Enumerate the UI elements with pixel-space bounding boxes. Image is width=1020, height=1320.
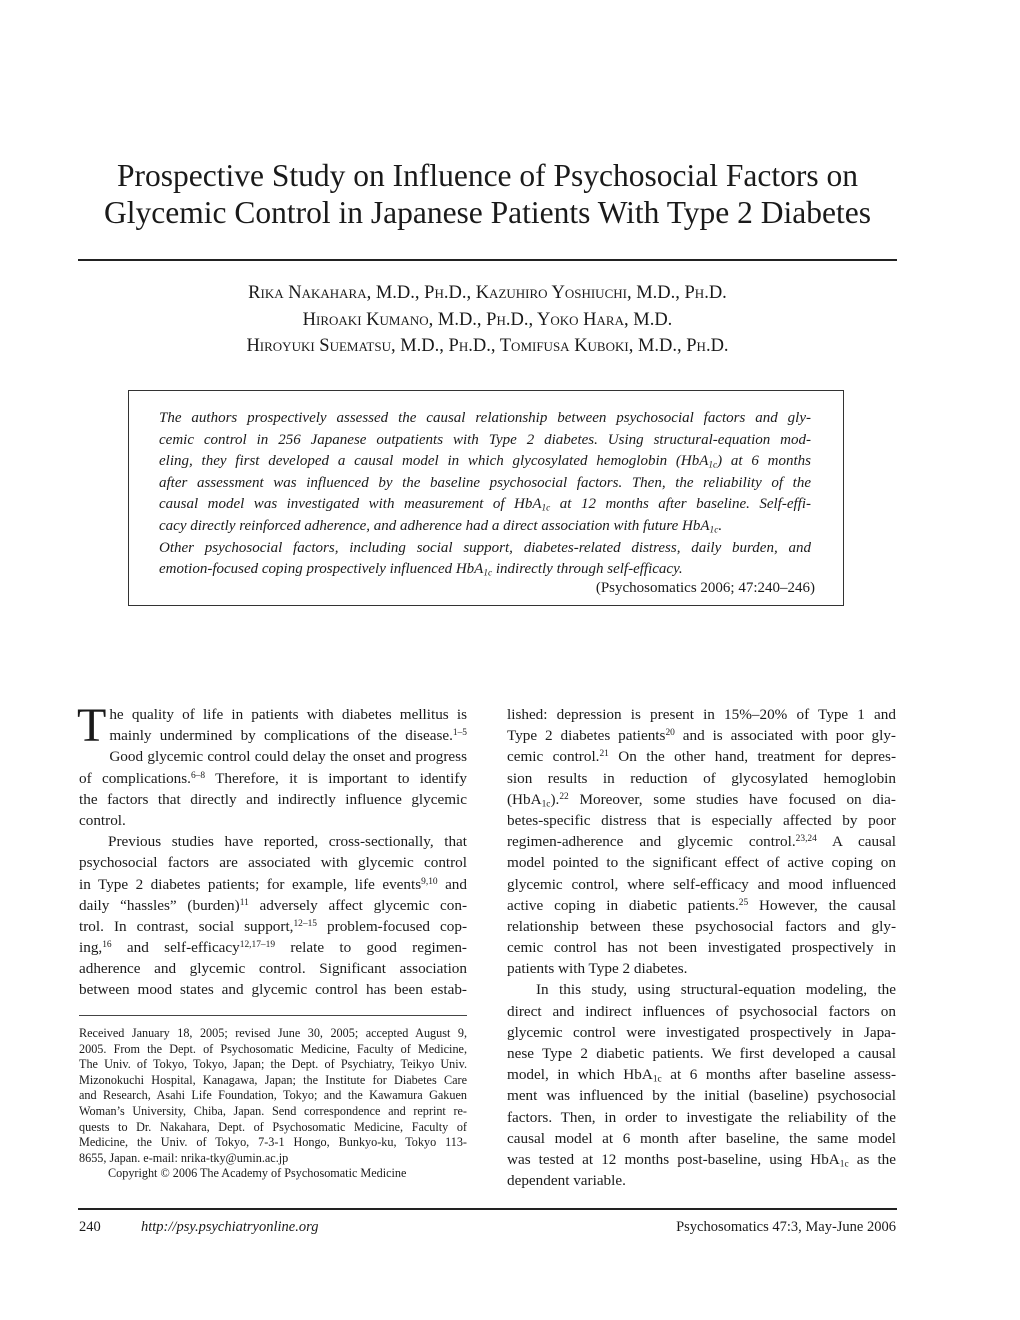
author-list xyxy=(78,280,897,360)
body-line: patients with Type 2 diabetes. xyxy=(507,960,688,978)
abstract-line: after assessment was influenced by the baseline psychosocial factors. Then, the reliability of the xyxy=(159,474,811,491)
footnote-line: Mizonokuchi Hospital, Kanagawa, Japan; the Institute for Diabetes Care xyxy=(79,1072,467,1087)
body-line: regimen-adherence and glycemic control.$^{23,24}$ A causal xyxy=(507,833,896,851)
running-journal-title: Psychosomatics 47:3, May-June 2006 xyxy=(676,1219,896,1235)
body-line: daily “hassles” (burden)$^{11}$ adversely affect glycemic con- xyxy=(79,896,467,914)
body-line: causal model at 6 month after baseline, the same model xyxy=(507,1129,896,1147)
body-line: active coping in diabetic patients.$^{25}$ However, the causal xyxy=(507,896,896,914)
body-line: direct and indirect influences of psychosocial factors on xyxy=(507,1002,896,1020)
author-line: Hiroaki Kumano, M.D., Ph.D., Yoko Hara, M.D. xyxy=(302,309,673,330)
body-line: nese Type 2 diabetic patients. We first developed a causal xyxy=(507,1045,896,1062)
title-line: Prospective Study on Influence of Psychosocial Factors on xyxy=(117,158,858,193)
body-line: of complications.$^{6-8}$ Therefore, it is important to identify xyxy=(79,769,467,787)
abstract-line: cacy directly reinforced adherence, and adherence had a direct association with future HbA$_{1c}$. xyxy=(159,517,723,536)
footnote-line: Medicine, the Univ. of Tokyo, 7-3-1 Hongo, Bunkyo-ku, Tokyo 113- xyxy=(79,1135,467,1150)
body-line: Previous studies have reported, cross-sectionally, that xyxy=(108,833,467,851)
body-line: dependent variable. xyxy=(507,1172,626,1190)
journal-url-link[interactable]: http://psy.psychiatryonline.org xyxy=(141,1219,319,1235)
body-line: Type 2 diabetes patients$^{20}$ and is associated with poor gly- xyxy=(507,727,896,745)
abstract-line: eling, they first developed a causal model in which glycosylated hemoglobin (HbA$_{1c}$) at 6 months xyxy=(159,453,811,471)
body-line: he quality of life in patients with diabetes mellitus is xyxy=(109,706,467,723)
body-line: was tested at 12 months post-baseline, using HbA$_{1c}$ as the xyxy=(507,1150,896,1170)
page-number: 240 xyxy=(79,1219,101,1235)
left-column xyxy=(77,699,468,1001)
body-line: cemic control.$^{21}$ On the other hand, treatment for depres- xyxy=(507,748,896,766)
footnote-line: 2005. From the Dept. of Psychosomatic Medicine, Faculty of Medicine, xyxy=(79,1041,467,1056)
footnote-line: Woman’s University, Chiba, Japan. Send correspondence and reprint re- xyxy=(79,1103,467,1118)
abstract-line: emotion-focused coping prospectively influenced HbA$_{1c}$ indirectly through self-efficacy. xyxy=(159,561,683,579)
body-line: glycemic control, where self-efficacy and mood influenced xyxy=(507,875,896,893)
right-column xyxy=(507,704,896,1191)
body-line: between mood states and glycemic control has been estab- xyxy=(79,981,467,999)
body-line: ing,$^{16}$ and self-efficacy$^{12,17-19}$ relate to good regimen- xyxy=(79,939,467,957)
abstract-line: The authors prospectively assessed the causal relationship between psychosocial factors and gly- xyxy=(159,410,811,426)
body-line: sion results in reduction of glycosylated hemoglobin xyxy=(507,769,896,787)
footnote-line: Received January 18, 2005; revised June 30, 2005; accepted August 9, xyxy=(79,1026,467,1040)
abstract-line: causal model was investigated with measurement of HbA$_{1c}$ at 12 months after baseline. Self-effi- xyxy=(159,496,811,514)
citation: (Psychosomatics 2006; 47:240–246) xyxy=(595,580,815,596)
abstract-box xyxy=(128,390,844,606)
footnote-rule xyxy=(79,1015,467,1016)
body-line: Good glycemic control could delay the onset and progress xyxy=(109,748,467,766)
top-rule xyxy=(78,259,897,261)
article-title xyxy=(60,157,915,231)
title-line: Glycemic Control in Japanese Patients With Type 2 Diabetes xyxy=(104,195,871,230)
footnote xyxy=(79,1026,467,1182)
body-line: lished: depression is present in 15%–20% of Type 1 and xyxy=(507,706,896,723)
body-line: factors. Then, in order to investigate the reliability of the xyxy=(507,1108,896,1126)
drop-cap: T xyxy=(77,699,107,752)
body-line: in Type 2 diabetes patients; for example, life events$^{9,10}$ and xyxy=(79,875,467,893)
body-line: the factors that directly and indirectly influence glycemic xyxy=(79,790,467,808)
body-line: betes-specific distress that is especially affected by poor xyxy=(507,811,896,829)
body-line: (HbA$_{1c}$).$^{22}$ Moreover, some studies have focused on dia- xyxy=(507,790,896,810)
body-line: adherence and glycemic control. Significant association xyxy=(79,960,467,978)
footnote-line: and Research, Asahi Life Foundation, Tokyo; and the Kawamura Gakuen xyxy=(79,1088,467,1103)
abstract-line: Other psychosocial factors, including social support, diabetes-related distress, daily burden, and xyxy=(159,539,811,556)
body-line: psychosocial factors are associated with glycemic control xyxy=(79,854,467,872)
body-line: ment was influenced by the initial (baseline) psychosocial xyxy=(507,1087,896,1105)
author-line: Rika Nakahara, M.D., Ph.D., Kazuhiro Yoshiuchi, M.D., Ph.D. xyxy=(248,283,727,303)
body-line: cemic control has not been investigated prospectively in xyxy=(507,939,896,957)
body-line: relationship between these psychosocial factors and gly- xyxy=(507,917,896,935)
copyright: Copyright © 2006 The Academy of Psychosomatic Medicine xyxy=(108,1166,407,1181)
bottom-rule xyxy=(78,1208,897,1210)
body-line: glycemic control were investigated prospectively in Japa- xyxy=(507,1023,896,1041)
body-line: control. xyxy=(79,811,126,829)
footnote-line: The Univ. of Tokyo, Tokyo, Japan; the Dept. of Psychiatry, Teikyo Univ. xyxy=(79,1057,467,1072)
abstract-line: cemic control in 256 Japanese outpatients with Type 2 diabetes. Using structural-equation mod- xyxy=(159,431,811,448)
footnote-line: 8655, Japan. e-mail: nrika-tky@umin.ac.jp xyxy=(79,1150,289,1165)
body-line: model pointed to the significant effect of active coping on xyxy=(507,854,896,872)
body-line: In this study, using structural-equation modeling, the xyxy=(536,981,896,999)
body-line: model, in which HbA$_{1c}$ at 6 months after baseline assess- xyxy=(507,1066,896,1085)
author-line: Hiroyuki Suematsu, M.D., Ph.D., Tomifusa Kuboki, M.D., Ph.D. xyxy=(246,336,729,356)
body-line: trol. In contrast, social support,$^{12-15}$ problem-focused cop- xyxy=(79,917,468,935)
body-line: mainly undermined by complications of the disease.$^{1-5}$ xyxy=(109,727,467,745)
abstract-text xyxy=(159,408,811,581)
footnote-line: quests to Dr. Nakahara, Dept. of Psychosomatic Medicine, Faculty of xyxy=(79,1119,467,1134)
